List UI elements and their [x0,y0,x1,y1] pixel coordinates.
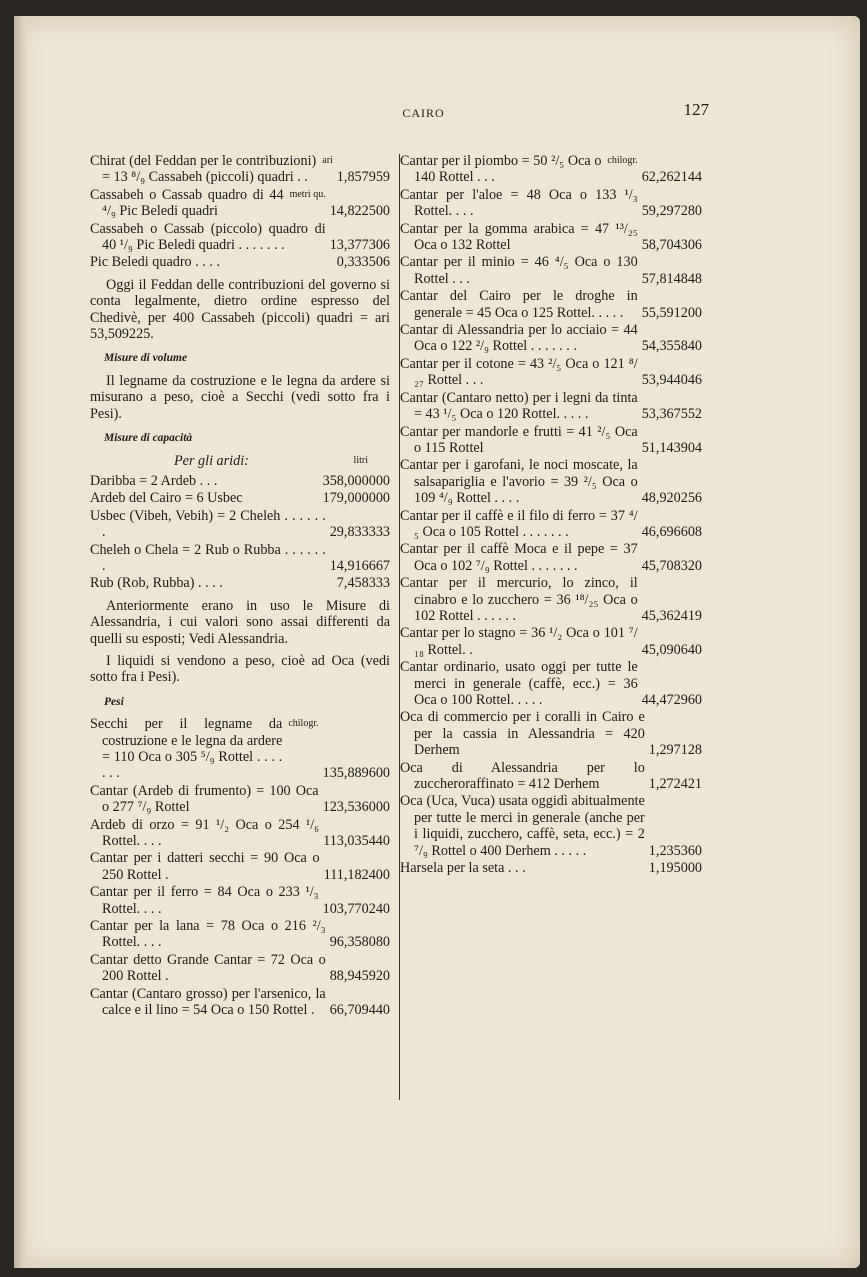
table-row [90,221,390,254]
entry-value: 1,195000 [648,860,702,877]
entry-description: Cantar (Ardeb di frumento) = 100 Oca o 277 ⁷/₉ Rottel [90,782,319,816]
table-row [90,850,390,883]
entry-value: 13,377306 [329,237,390,254]
entry-description: Cassabeh o Cassab (piccolo) quadro di 40 ¹/₉ Pic Beledi quadri . . . . . . . [90,220,326,254]
entry-description: Cassabeh o Cassab quadro di 44 ⁴/₉ Pic Beledi quadri [90,186,284,220]
entry-description: Oca di Alessandria per lo zuccheroraffinato = 412 Derhem [400,759,645,793]
land-measures-list [90,153,390,271]
table-row [90,817,390,850]
table-row [400,860,702,876]
entry-description: Ardeb del Cairo = 6 Usbec [90,490,243,507]
table-row [400,659,702,708]
entry-description: Oca di commercio per i coralli in Cairo e per la cassia in Alessandria = 420 Derhem [400,709,645,759]
table-row [90,884,390,917]
left-column [90,153,390,1020]
table-row [90,490,390,506]
liquids-paragraph: I liquidi si vendono a peso, cioè ad Oca (vedi sotto fra i Pesi). [90,652,390,686]
entry-description: Oca (Uca, Vuca) usata oggidì abitualmente per tutte le merci in generale (anche per i liquidi, zucchero, caffè, seta, ecc.) = 2 ⁷/₉ Rottel o 400 Derhem . . . . . [400,793,645,859]
table-row [90,187,390,220]
entry-description: Cantar per mandorle e frutti = 41 ²/₅ Oca o 115 Rottel [400,423,638,456]
entry-value: 0,333506 [336,254,390,271]
litri-unit: litri [353,454,368,466]
page-number: 127 [683,100,709,119]
entry-value: 44,472960 [641,692,702,708]
entry-value: 58,704306 [641,237,702,254]
entry-value: 46,696608 [641,523,702,540]
table-row [90,254,390,270]
entry-description: Cantar per il mercurio, lo zinco, il cinabro e lo zucchero = 36 ¹⁸/₂₅ Oca o 102 Rottel . . . . . . [400,575,638,624]
table-row [400,508,702,541]
entry-value: 29,833333 [329,524,390,541]
table-row [400,709,702,758]
table-row [400,541,702,574]
table-row [400,575,702,624]
entry-value: 48,920256 [641,490,702,507]
entry-description: Cantar (Cantaro netto) per i legni da tinta = 43 ¹/₅ Oca o 120 Rottel. . . . . [400,389,638,423]
entry-unit: chilogr. [607,155,638,166]
entry-value: 113,035440 [323,833,390,850]
volume-section-title: Misure di volume [104,352,188,365]
table-row [90,575,390,591]
entry-description: Rub (Rob, Rubba) . . . . [90,575,223,592]
page-spine-edge [14,16,26,1268]
entry-value: 57,814848 [641,270,702,287]
entry-description: Pic Beledi quadro . . . . [90,254,221,271]
entry-description: Secchi per il legname da costruzione e le legna da ardere = 110 Oca o 305 ⁵/₉ Rottel . . . . . . . [90,716,283,782]
entry-value: 66,709440 [329,1002,390,1019]
running-title: CAIRO [402,106,445,120]
entry-description: Cantar per il cotone = 43 ²/₅ Oca o 121 ⁸/₂₇ Rottel . . . [400,355,638,389]
entry-value: 7,458333 [336,575,390,592]
entry-value: 1,235360 [648,842,702,859]
entry-unit: chilogr. [288,718,319,730]
table-row [400,153,702,186]
entry-value: 51,143904 [641,439,702,456]
table-row [90,153,390,186]
entry-value: 1,272421 [648,776,702,793]
entry-description: Usbec (Vibeh, Vebih) = 2 Cheleh . . . . . . . [90,507,326,541]
entry-description: Cantar di Alessandria per lo acciaio = 44 Oca o 122 ²/₉ Rottel . . . . . . . [400,322,638,355]
entry-description: Cantar per lo stagno = 36 ¹/₂ Oca o 101 ⁷/₁₈ Rottel. . [400,625,638,658]
table-row [90,986,390,1019]
entry-value: 123,536000 [322,799,390,816]
table-row [90,508,390,541]
entry-description: Cantar per il caffè Moca e il pepe = 37 Oca o 102 ⁷/₉ Rottel . . . . . . . [400,541,638,574]
entry-unit: metri qu. [289,188,326,200]
table-row [400,457,702,506]
entry-value: 45,362419 [641,607,702,624]
table-row [90,716,390,782]
entry-value: 358,000000 [322,472,390,489]
table-row [400,221,702,254]
weights-section-title: Pesi [104,695,124,708]
table-row [400,254,702,287]
weights-list-left [90,716,390,1018]
table-row [90,783,390,816]
entry-value: 54,355840 [641,338,702,355]
table-row [400,187,702,220]
entry-description: Cantar del Cairo per le droghe in generale = 45 Oca o 125 Rottel. . . . . [400,288,638,321]
entry-description: Cantar per il ferro = 84 Oca o 233 ¹/₃ Rottel. . . . [90,884,319,917]
table-row [90,918,390,951]
entry-value: 45,708320 [641,557,702,574]
volume-paragraph: Il legname da costruzione e le legna da ardere si misurano a peso, cioè a Secchi (vedi sotto fra i Pesi). [90,372,390,422]
table-row [400,356,702,389]
entry-description: Cantar ordinario, usato oggi per tutte le merci in generale (caffè, ecc.) = 36 Oca o 100 Rottel. . . . . [400,659,638,708]
entry-value: 179,000000 [322,490,390,507]
entry-description: Ardeb di orzo = 91 ¹/₂ Oca o 254 ¹/₆ Rottel. . . . [90,816,320,850]
table-row [400,390,702,423]
capacity-section-title: Misure di capacità [104,432,193,445]
table-row [90,542,390,575]
entry-description: Cantar per l'aloe = 48 Oca o 133 ¹/₃ Rottel. . . . [400,186,638,220]
entry-value: 135,889600 [322,765,390,782]
entry-description: Cheleh o Chela = 2 Rub o Rubba . . . . . . . [90,541,326,574]
entry-description: Cantar per il caffè e il filo di ferro = 37 ⁴/₅ Oca o 105 Rottel . . . . . . . [400,507,638,540]
entry-description: Daribba = 2 Ardeb . . . [90,472,218,489]
entry-description: Cantar per i datteri secchi = 90 Oca o 250 Rottel . [90,850,320,883]
entry-value: 14,822500 [329,203,390,220]
table-row [400,625,702,658]
entry-value: 103,770240 [322,900,390,917]
alessandria-paragraph: Anteriormente erano in uso le Misure di Alessandria, i cui valori sono assai differenti da quelli su esposti; Vedi Alessandria. [90,597,390,647]
feddan-paragraph: Oggi il Feddan delle contribuzioni del governo si conta legalmente, dietro ordine espresso del Chedivè, per 400 Cassabeh (piccoli) quadri = ari 53,509225. [90,276,390,343]
entry-description: Cantar (Cantaro grosso) per l'arsenico, la calce e il lino = 54 Oca o 150 Rottel . [90,985,326,1019]
entry-description: Cantar per la gomma arabica = 47 ¹³/₂₅ Oca o 132 Rottel [400,220,638,254]
entry-value: 55,591200 [641,304,702,321]
entry-description: Cantar detto Grande Cantar = 72 Oca o 200 Rottel . [90,951,326,985]
dry-goods-subheading [90,453,390,469]
entry-value: 62,262144 [641,169,702,186]
entry-description: Cantar per la lana = 78 Oca o 216 ²/₃ Rottel. . . . [90,918,326,951]
table-row [400,288,702,321]
right-column [400,153,702,877]
entry-description: Harsela per la seta . . . [400,860,526,877]
table-row [400,424,702,457]
table-row [400,322,702,355]
entry-value: 53,367552 [641,406,702,423]
entry-value: 96,358080 [329,934,390,951]
entry-value: 14,916667 [329,557,390,574]
entry-description: Cantar per il piombo = 50 ²/₅ Oca o 140 Rottel . . . [400,153,602,186]
entry-unit: ari [322,155,333,166]
table-row [400,793,702,859]
entry-value: 45,090640 [641,641,702,658]
entry-value: 88,945920 [329,968,390,985]
capacity-measures-list [90,473,390,592]
entry-value: 1,857959 [336,169,390,186]
table-row [90,952,390,985]
entry-value: 111,182400 [323,866,390,883]
entry-value: 59,297280 [641,203,702,220]
dry-goods-label: Per gli aridi: [174,452,249,469]
table-row [90,473,390,489]
entry-value: 53,944046 [641,372,702,389]
table-row [400,760,702,793]
weights-list-right [400,153,702,876]
entry-description: Cantar per il minio = 46 ⁴/₅ Oca o 130 Rottel . . . [400,254,638,287]
entry-value: 1,297128 [648,742,702,759]
entry-description: Chirat (del Feddan per le contribuzioni) = 13 ⁸/₉ Cassabeh (piccoli) quadri . . [90,153,317,186]
entry-description: Cantar per i garofani, le noci moscate, la salsapariglia e l'avorio = 39 ²/₅ Oca o 109 ⁴/₉ Rottel . . . . [400,457,638,507]
